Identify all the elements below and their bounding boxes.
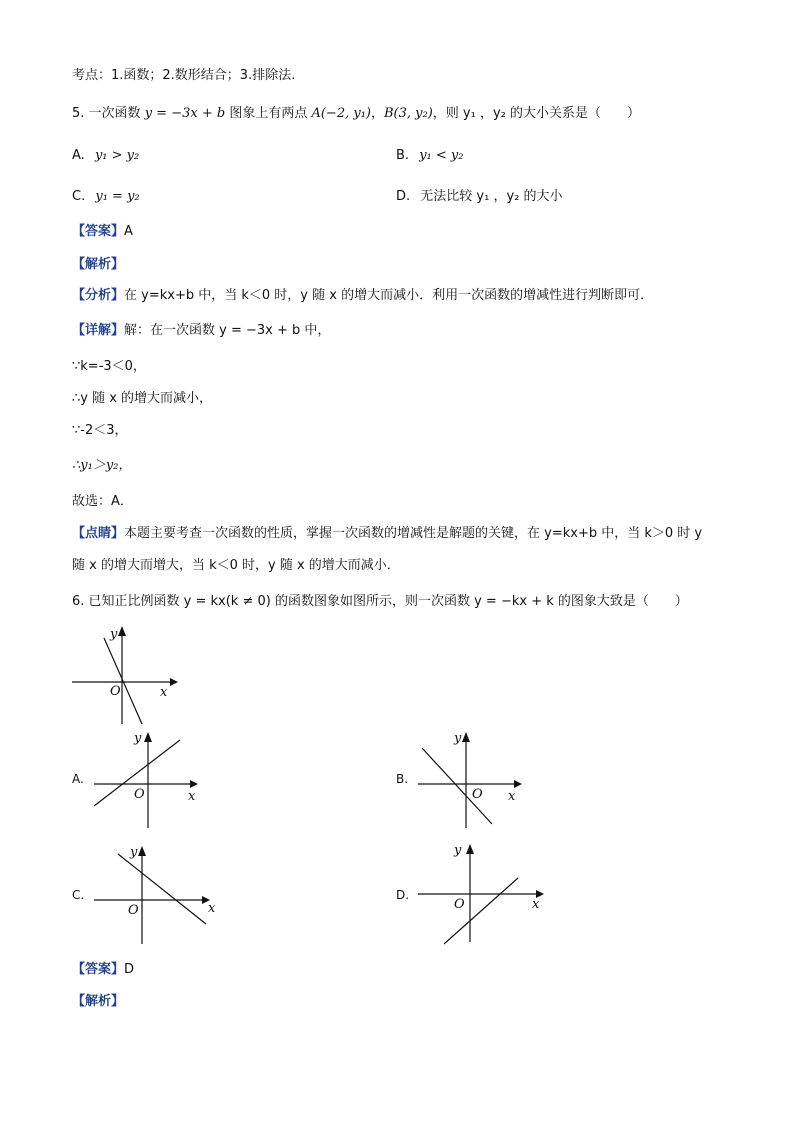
q5-option-b-text: y₁ < y₂ bbox=[419, 148, 464, 163]
q6-option-c-graph bbox=[90, 842, 220, 946]
y-axis-arrow bbox=[138, 846, 146, 856]
q6-answer bbox=[72, 960, 134, 980]
q5-function: y = −3x + b bbox=[144, 106, 226, 121]
origin-label: O bbox=[454, 897, 465, 912]
q5-step-5: 故选：A． bbox=[72, 494, 133, 509]
q5-point-a: A(−2, y₁) bbox=[311, 106, 371, 121]
q5-analysis-tag bbox=[72, 255, 124, 275]
y-axis-arrow bbox=[462, 732, 470, 742]
q6-analysis-tag bbox=[72, 992, 124, 1012]
q6-option-d-label: D. bbox=[396, 888, 410, 902]
q5-option-b-letter: B. bbox=[396, 148, 410, 163]
q6-analysis-label: 【解析】 bbox=[72, 994, 125, 1009]
q5-step-4: ∴y₁＞y₂， bbox=[72, 458, 132, 473]
q5-xiangjie bbox=[72, 321, 330, 341]
q5-answer bbox=[72, 222, 133, 242]
q5-option-d-letter: D. bbox=[396, 189, 411, 204]
q6-option-a-label: A. bbox=[72, 772, 84, 786]
y-axis-label: y bbox=[454, 843, 462, 858]
x-axis-label: x bbox=[160, 685, 168, 700]
q5-step-1: ∵k=-3＜0， bbox=[72, 359, 146, 374]
q5-fenxi-text: 在 y=kx+b 中，当 k＜0 时，y 随 x 的增大而减小．利用一次函数的增减性进行判断即可． bbox=[124, 288, 654, 303]
q5-dianjing-tag: 【点睛】 bbox=[72, 526, 125, 541]
q5-option-c-letter: C. bbox=[72, 189, 86, 204]
q5-dianjing-line2: 随 x 的增大而增大，当 k＜0 时，y 随 x 的增大而减小． bbox=[72, 558, 400, 573]
q5-option-b bbox=[396, 146, 463, 166]
q6-reference-graph bbox=[66, 620, 186, 730]
y-axis-arrow bbox=[118, 626, 126, 636]
q5-stem-mid: 图象上有两点 bbox=[229, 106, 308, 121]
q6-option-a-graph bbox=[90, 728, 210, 832]
q5-option-c bbox=[72, 187, 140, 207]
q5-stem-prefix: 5. 一次函数 bbox=[72, 106, 141, 121]
kaodian-text: 考点：1.函数；2.数形结合；3.排除法. bbox=[72, 68, 296, 83]
q5-xiangjie-text: 解：在一次函数 y = −3x + b 中， bbox=[124, 323, 331, 338]
q5-answer-value: A bbox=[124, 224, 133, 239]
q6-option-b-graph bbox=[414, 728, 534, 832]
x-axis-arrow bbox=[170, 678, 178, 686]
q5-fenxi bbox=[72, 286, 653, 306]
x-axis-arrow bbox=[514, 780, 522, 788]
origin-label: O bbox=[128, 903, 139, 918]
x-axis-arrow bbox=[190, 780, 198, 788]
origin-label: O bbox=[472, 787, 483, 802]
y-axis-label: y bbox=[454, 731, 462, 746]
q6-answer-tag: 【答案】 bbox=[72, 962, 125, 977]
q5-fenxi-tag: 【分析】 bbox=[72, 288, 125, 303]
function-line bbox=[104, 638, 142, 724]
q6-answer-value: D bbox=[124, 962, 135, 977]
x-axis-label: x bbox=[188, 789, 196, 804]
y-axis-arrow bbox=[466, 844, 474, 854]
q5-option-a-text: y₁ > y₂ bbox=[94, 148, 140, 163]
q5-option-c-text: y₁ = y₂ bbox=[95, 189, 140, 204]
x-axis-label: x bbox=[532, 897, 540, 912]
q5-option-a bbox=[72, 146, 139, 166]
q5-stem-suffix: ，则 y₁ ，y₂ 的大小关系是（ ） bbox=[432, 106, 641, 121]
q5-analysis-label: 【解析】 bbox=[72, 257, 125, 272]
q6-option-b-label: B. bbox=[396, 772, 409, 786]
y-axis-arrow bbox=[144, 732, 152, 742]
q5-dianjing-line1: 本题主要考查一次函数的性质，掌握一次函数的增减性是解题的关键，在 y=kx+b 中，当 k＞0 时 y bbox=[124, 526, 703, 541]
q5-option-d bbox=[396, 187, 563, 207]
q6-option-d-graph bbox=[414, 840, 548, 946]
q5-step-3: ∵-2＜3， bbox=[72, 423, 128, 438]
x-axis-label: x bbox=[208, 901, 216, 916]
q5-answer-tag: 【答案】 bbox=[72, 224, 125, 239]
function-line bbox=[422, 748, 492, 824]
q6-stem: 6. 已知正比例函数 y = kx(k ≠ 0) 的函数图象如图所示，则一次函数 y = −kx + k 的图象大致是（ ） bbox=[72, 594, 688, 609]
q6-option-c-label: C. bbox=[72, 888, 85, 902]
q5-point-b: B(3, y₂) bbox=[384, 106, 433, 121]
q5-xiangjie-tag: 【详解】 bbox=[72, 323, 125, 338]
y-axis-label: y bbox=[110, 627, 118, 642]
q5-sep: ， bbox=[370, 106, 384, 121]
q5-option-a-letter: A. bbox=[72, 148, 85, 163]
y-axis-label: y bbox=[134, 731, 142, 746]
origin-label: O bbox=[110, 684, 121, 699]
x-axis-label: x bbox=[508, 789, 516, 804]
q5-dianjing bbox=[72, 524, 702, 544]
q5-option-d-text: 无法比较 y₁ ，y₂ 的大小 bbox=[420, 189, 563, 204]
q5-step-2: ∴y 随 x 的增大而减小， bbox=[72, 391, 213, 406]
origin-label: O bbox=[134, 787, 145, 802]
q5-stem bbox=[72, 104, 640, 124]
y-axis-label: y bbox=[130, 845, 138, 860]
